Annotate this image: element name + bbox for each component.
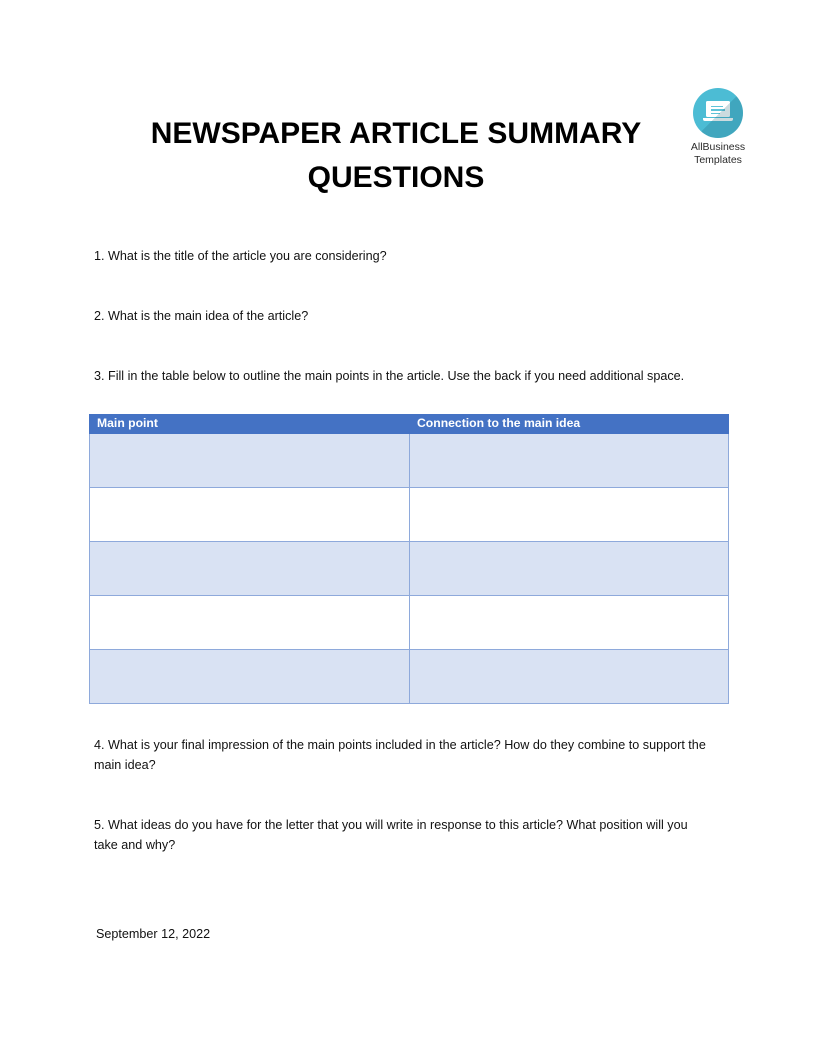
main-points-table bbox=[89, 414, 729, 704]
table-cell-main-point[interactable] bbox=[90, 596, 410, 650]
main-points-table-wrapper bbox=[89, 414, 728, 704]
table-header-row bbox=[90, 415, 729, 434]
table-cell-main-point[interactable] bbox=[90, 542, 410, 596]
table-cell-main-point[interactable] bbox=[90, 488, 410, 542]
table-cell-connection[interactable] bbox=[410, 650, 729, 704]
table-header-connection: Connection to the main idea bbox=[410, 415, 729, 434]
table-cell-main-point[interactable] bbox=[90, 434, 410, 488]
logo-wordmark-line1: AllBusiness bbox=[690, 141, 746, 153]
table-cell-main-point[interactable] bbox=[90, 650, 410, 704]
question-4: 4. What is your final impression of the main points included in the article? How do they combine to support the main idea? bbox=[94, 738, 706, 772]
logo-shadow bbox=[693, 88, 743, 138]
table-row[interactable] bbox=[90, 488, 729, 542]
table-cell-connection[interactable] bbox=[410, 542, 729, 596]
question-5: 5. What ideas do you have for the letter that you will write in response to this article? What position will you take and why? bbox=[94, 818, 688, 852]
table-cell-connection[interactable] bbox=[410, 434, 729, 488]
table-row[interactable] bbox=[90, 434, 729, 488]
table-row[interactable] bbox=[90, 542, 729, 596]
question-2: 2. What is the main idea of the article? bbox=[94, 309, 309, 323]
table-row[interactable] bbox=[90, 596, 729, 650]
logo-wordmark-line2: Templates bbox=[694, 153, 742, 166]
document-date: September 12, 2022 bbox=[96, 927, 211, 941]
table-cell-connection[interactable] bbox=[410, 596, 729, 650]
table-header-main-point: Main point bbox=[90, 415, 410, 434]
table-cell-connection[interactable] bbox=[410, 488, 729, 542]
question-3: 3. Fill in the table below to outline the main points in the article. Use the back if you need additional space. bbox=[94, 369, 685, 383]
table-row[interactable] bbox=[90, 650, 729, 704]
logo-circle bbox=[693, 88, 743, 138]
page-title: NEWSPAPER ARTICLE SUMMARY QUESTIONS bbox=[150, 117, 642, 194]
question-1: 1. What is the title of the article you are considering? bbox=[94, 249, 387, 263]
